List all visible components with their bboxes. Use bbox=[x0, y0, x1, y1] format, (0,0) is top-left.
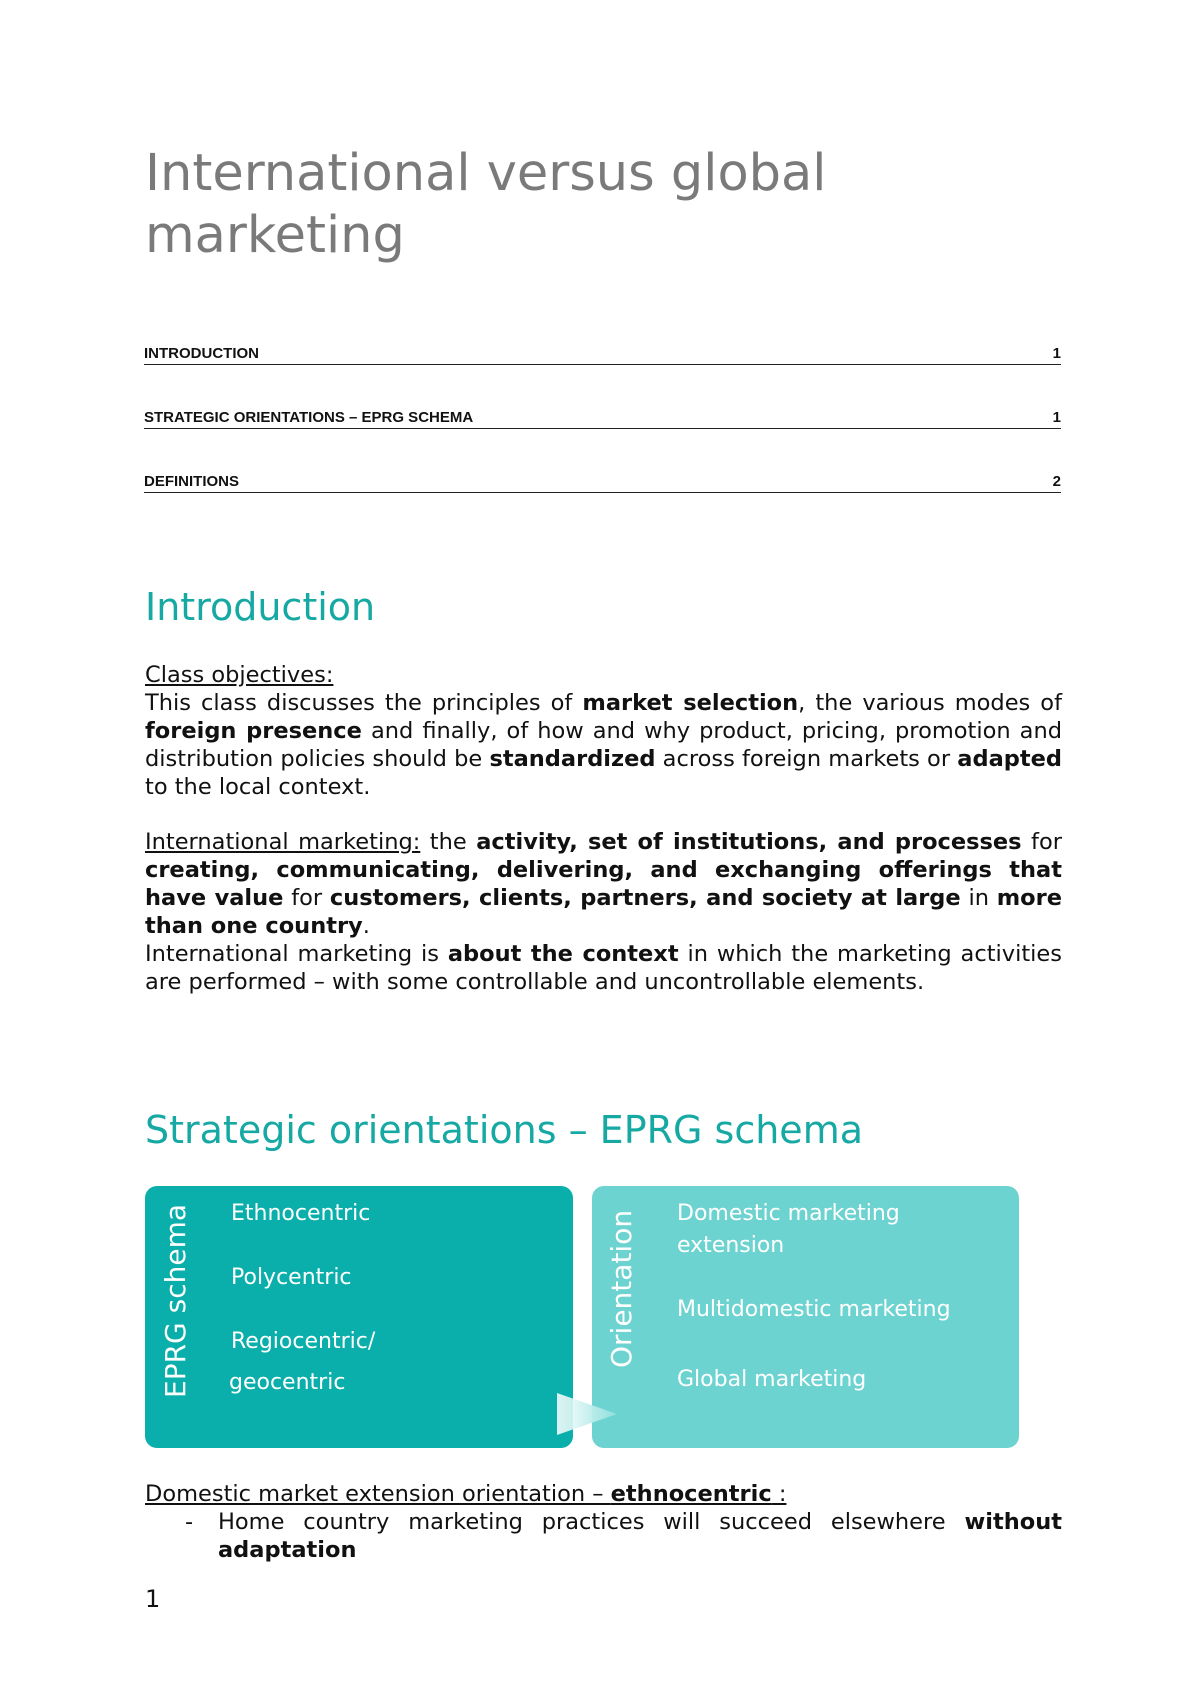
orientation-vertical-label: Orientation bbox=[605, 1209, 638, 1368]
toc-entry-label[interactable]: STRATEGIC ORIENTATIONS – EPRG SCHEMA bbox=[144, 409, 474, 426]
toc-underline bbox=[144, 428, 1061, 429]
toc-entry-page[interactable]: 1 bbox=[1052, 409, 1061, 426]
international-marketing-definition bbox=[145, 828, 1062, 940]
text-run: . bbox=[362, 913, 370, 939]
bold-run: activity, set of institutions, and processes bbox=[476, 829, 1022, 855]
domestic-extension-heading bbox=[145, 1480, 1062, 1508]
bold-run: more than one country bbox=[145, 885, 1062, 939]
toc-entry-definitions[interactable] bbox=[144, 473, 1061, 537]
bold-run: standardized bbox=[489, 746, 656, 772]
eprg-item-geocentric: geocentric bbox=[229, 1370, 346, 1395]
text-run: in bbox=[960, 885, 997, 911]
page-number: 1 bbox=[145, 1585, 161, 1613]
toc-entry-introduction[interactable] bbox=[144, 345, 1061, 409]
orientation-item-domestic: Domestic marketing bbox=[677, 1201, 900, 1226]
text-run: for bbox=[283, 885, 330, 911]
text-run: the bbox=[420, 829, 477, 855]
class-objectives-label bbox=[145, 661, 1062, 689]
bold-run: customers, clients, partners, and society at large bbox=[329, 885, 961, 911]
bold-run: creating, communicating, delivering, and exchanging offerings that have value bbox=[145, 857, 1062, 911]
bold-run: market selection bbox=[582, 690, 799, 716]
text-run: Domestic market extension orientation – bbox=[145, 1481, 611, 1507]
text-run: for bbox=[1021, 829, 1062, 855]
text-run: : bbox=[771, 1481, 787, 1507]
toc-entry-label[interactable]: DEFINITIONS bbox=[144, 473, 240, 490]
class-objectives-paragraph bbox=[145, 689, 1062, 801]
toc-entry-page[interactable]: 2 bbox=[1052, 473, 1061, 490]
eprg-item-ethnocentric: Ethnocentric bbox=[231, 1201, 371, 1226]
text-run: This class discusses the principles of bbox=[145, 690, 583, 716]
orientation-item-multidomestic: Multidomestic marketing bbox=[677, 1297, 951, 1322]
context-paragraph bbox=[145, 940, 1062, 996]
section-heading-introduction: Introduction bbox=[145, 585, 376, 629]
toc-entry-page[interactable]: 1 bbox=[1052, 345, 1061, 362]
bold-run: foreign presence bbox=[145, 718, 362, 744]
bold-run: adapted bbox=[957, 746, 1062, 772]
orientation-item-global: Global marketing bbox=[677, 1367, 867, 1392]
bold-run: without adaptation bbox=[218, 1509, 1062, 1563]
bold-run: about the context bbox=[447, 941, 679, 967]
toc-entry-strategic-orientations[interactable] bbox=[144, 409, 1061, 473]
text-run: and finally, of how and why product, pricing, promotion and distribution policies should be bbox=[145, 718, 1062, 772]
eprg-item-polycentric: Polycentric bbox=[231, 1265, 352, 1290]
definition-term: International marketing: bbox=[145, 829, 421, 855]
eprg-item-regiocentric: Regiocentric/ bbox=[231, 1329, 376, 1354]
bullet-dash: - bbox=[185, 1509, 194, 1535]
orientation-item-extension: extension bbox=[677, 1233, 785, 1258]
document-title: International versus global marketing bbox=[145, 144, 827, 265]
text-run: to the local context. bbox=[145, 774, 371, 800]
toc-underline bbox=[144, 492, 1061, 493]
bullet-text bbox=[218, 1508, 1062, 1564]
text-run: in which the marketing activities are performed – with some controllable and uncontrollable elements. bbox=[145, 941, 1062, 995]
text-run: Home country marketing practices will succeed elsewhere bbox=[218, 1509, 965, 1535]
table-of-contents bbox=[144, 345, 1061, 537]
eprg-diagram bbox=[145, 1186, 1019, 1448]
toc-underline bbox=[144, 364, 1061, 365]
text-run: , the various modes of bbox=[798, 690, 1062, 716]
text-run: across foreign markets or bbox=[655, 746, 958, 772]
section-heading-strategic-orientations: Strategic orientations – EPRG schema bbox=[145, 1108, 863, 1152]
class-objectives-label-text: Class objectives: bbox=[145, 662, 334, 688]
eprg-schema-vertical-label: EPRG schema bbox=[159, 1203, 192, 1398]
toc-entry-label[interactable]: INTRODUCTION bbox=[144, 345, 259, 362]
arrow-shape bbox=[557, 1393, 617, 1435]
text-run: International marketing is bbox=[145, 941, 448, 967]
bold-run: ethnocentric bbox=[610, 1481, 772, 1507]
